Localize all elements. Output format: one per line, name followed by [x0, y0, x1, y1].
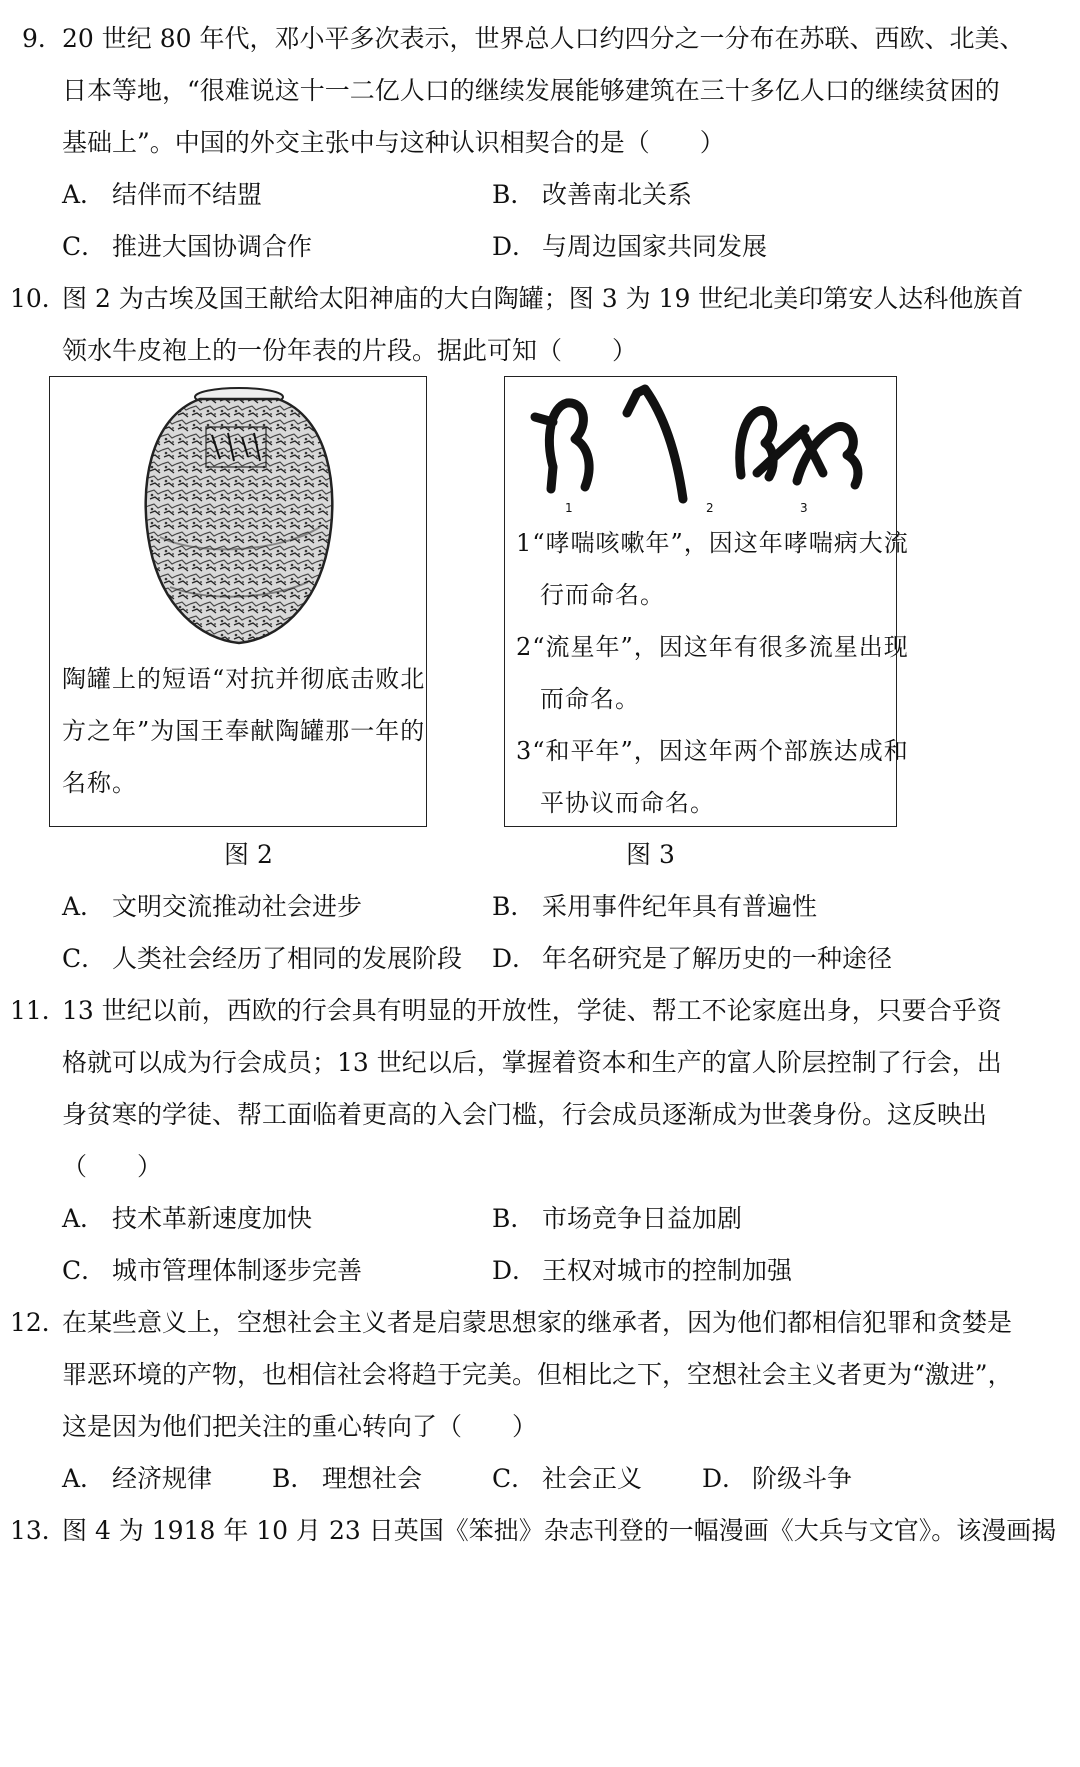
- question-10-stem-line-2: 领水牛皮袍上的一份年表的片段。据此可知（ ）: [62, 336, 638, 365]
- question-12-option-c[interactable]: [492, 1462, 642, 1496]
- option-label: A．: [62, 1204, 106, 1233]
- option-label: D．: [492, 232, 538, 261]
- option-text: 推进大国协调合作: [112, 232, 313, 261]
- figure-3-text-line-5: 3“和平年”，因这年两个部族达成和: [516, 737, 909, 765]
- figure-3-caption: 图 3: [626, 840, 675, 869]
- question-12-number: 12．: [10, 1308, 67, 1337]
- question-10-option-a[interactable]: [62, 890, 362, 924]
- option-label: D．: [492, 1256, 538, 1285]
- option-label: B．: [492, 1204, 536, 1233]
- glyph-number-1: 1: [565, 501, 573, 515]
- question-11-number: 11．: [10, 996, 67, 1025]
- option-text: 改善南北关系: [542, 180, 693, 209]
- option-label: D．: [492, 944, 538, 973]
- figure-3-text-line-4: 而命名。: [540, 685, 640, 713]
- question-12-stem-line-2: 罪恶环境的产物，也相信社会将趋于完美。但相比之下，空想社会主义者更为“激进”，: [62, 1360, 1013, 1389]
- option-text: 阶级斗争: [752, 1464, 853, 1493]
- option-label: B．: [272, 1464, 316, 1493]
- question-12-option-a[interactable]: [62, 1462, 212, 1496]
- option-label: D．: [702, 1464, 748, 1493]
- option-text: 结伴而不结盟: [112, 180, 263, 209]
- option-label: C．: [62, 1256, 107, 1285]
- option-text: 与周边国家共同发展: [542, 232, 768, 261]
- pottery-jar-illustration: [50, 377, 428, 667]
- question-9-number: 9．: [22, 24, 63, 53]
- question-13-stem-line-1: 图 4 为 1918 年 10 月 23 日英国《笨拙》杂志刊登的一幅漫画《大兵与文官》。该漫画揭: [62, 1516, 1057, 1545]
- question-10-option-d[interactable]: [492, 942, 892, 976]
- option-label: C．: [492, 1464, 537, 1493]
- option-label: A．: [62, 1464, 106, 1493]
- figure-2-text-line-3: 名称。: [62, 769, 137, 797]
- question-11-option-d[interactable]: [492, 1254, 792, 1288]
- option-text: 年名研究是了解历史的一种途径: [542, 944, 893, 973]
- question-12-option-b[interactable]: [272, 1462, 422, 1496]
- question-11-stem-line-1: 13 世纪以前，西欧的行会具有明显的开放性，学徒、帮工不论家庭出身，只要合乎资: [62, 996, 1002, 1025]
- option-text: 王权对城市的控制加强: [542, 1256, 793, 1285]
- pictograph-glyphs: [505, 377, 898, 517]
- question-10-stem-line-1: 图 2 为古埃及国王献给太阳神庙的大白陶罐；图 3 为 19 世纪北美印第安人达科他族首: [62, 284, 1024, 313]
- figure-2-text-line-2: 方之年”为国王奉献陶罐那一年的: [62, 717, 426, 745]
- question-9-option-a[interactable]: [62, 178, 262, 212]
- option-text: 人类社会经历了相同的发展阶段: [112, 944, 463, 973]
- question-11-stem-line-2: 格就可以成为行会成员；13 世纪以后，掌握着资本和生产的富人阶层控制了行会，出: [62, 1048, 1002, 1077]
- option-text: 采用事件纪年具有普遍性: [542, 892, 818, 921]
- option-text: 理想社会: [322, 1464, 423, 1493]
- question-11-option-a[interactable]: [62, 1202, 312, 1236]
- option-label: B．: [492, 892, 536, 921]
- question-11-stem-line-4: （ ）: [62, 1152, 163, 1181]
- glyph-number-3: 3: [800, 501, 808, 515]
- figure-3-text-line-2: 行而命名。: [540, 581, 665, 609]
- option-text: 社会正义: [542, 1464, 643, 1493]
- question-12-stem-line-3: 这是因为他们把关注的重心转向了（ ）: [62, 1412, 538, 1441]
- figure-2-caption: 图 2: [224, 840, 273, 869]
- figure-3-text-line-3: 2“流星年”，因这年有很多流星出现: [516, 633, 909, 661]
- question-11-option-b[interactable]: [492, 1202, 742, 1236]
- option-label: C．: [62, 232, 107, 261]
- option-text: 城市管理体制逐步完善: [112, 1256, 363, 1285]
- question-9-option-c[interactable]: [62, 230, 312, 264]
- question-9-stem-line-1: 20 世纪 80 年代，邓小平多次表示，世界总人口约四分之一分布在苏联、西欧、北美、: [62, 24, 1025, 53]
- option-label: A．: [62, 892, 106, 921]
- question-11-stem-line-3: 身贫寒的学徒、帮工面临着更高的入会门槛，行会成员逐渐成为世袭身份。这反映出: [62, 1100, 988, 1129]
- glyph-number-2: 2: [706, 501, 714, 515]
- figure-2-box: [49, 376, 427, 827]
- question-9-stem-line-3: 基础上”。中国的外交主张中与这种认识相契合的是（ ）: [62, 128, 725, 157]
- option-text: 技术革新速度加快: [112, 1204, 313, 1233]
- option-label: A．: [62, 180, 106, 209]
- figure-3-text-line-6: 平协议而命名。: [540, 789, 715, 817]
- option-label: C．: [62, 944, 107, 973]
- question-9-stem-line-2: 日本等地，“很难说这十一二亿人口的继续发展能够建筑在三十多亿人口的继续贫困的: [62, 76, 1000, 105]
- question-12-stem-line-1: 在某些意义上，空想社会主义者是启蒙思想家的继承者，因为他们都相信犯罪和贪婪是: [62, 1308, 1013, 1337]
- question-11-option-c[interactable]: [62, 1254, 362, 1288]
- option-text: 经济规律: [112, 1464, 213, 1493]
- option-text: 市场竞争日益加剧: [542, 1204, 743, 1233]
- question-13-number: 13．: [10, 1516, 67, 1545]
- question-9-option-d[interactable]: [492, 230, 767, 264]
- figure-3-text-line-1: 1“哮喘咳嗽年”，因这年哮喘病大流: [516, 529, 909, 557]
- question-10-number: 10．: [10, 284, 67, 313]
- question-9-option-b[interactable]: [492, 178, 692, 212]
- option-text: 文明交流推动社会进步: [112, 892, 363, 921]
- figure-2-text-line-1: 陶罐上的短语“对抗并彻底击败北: [62, 665, 426, 693]
- question-10-option-b[interactable]: [492, 890, 817, 924]
- question-12-option-d[interactable]: [702, 1462, 852, 1496]
- question-10-option-c[interactable]: [62, 942, 462, 976]
- option-label: B．: [492, 180, 536, 209]
